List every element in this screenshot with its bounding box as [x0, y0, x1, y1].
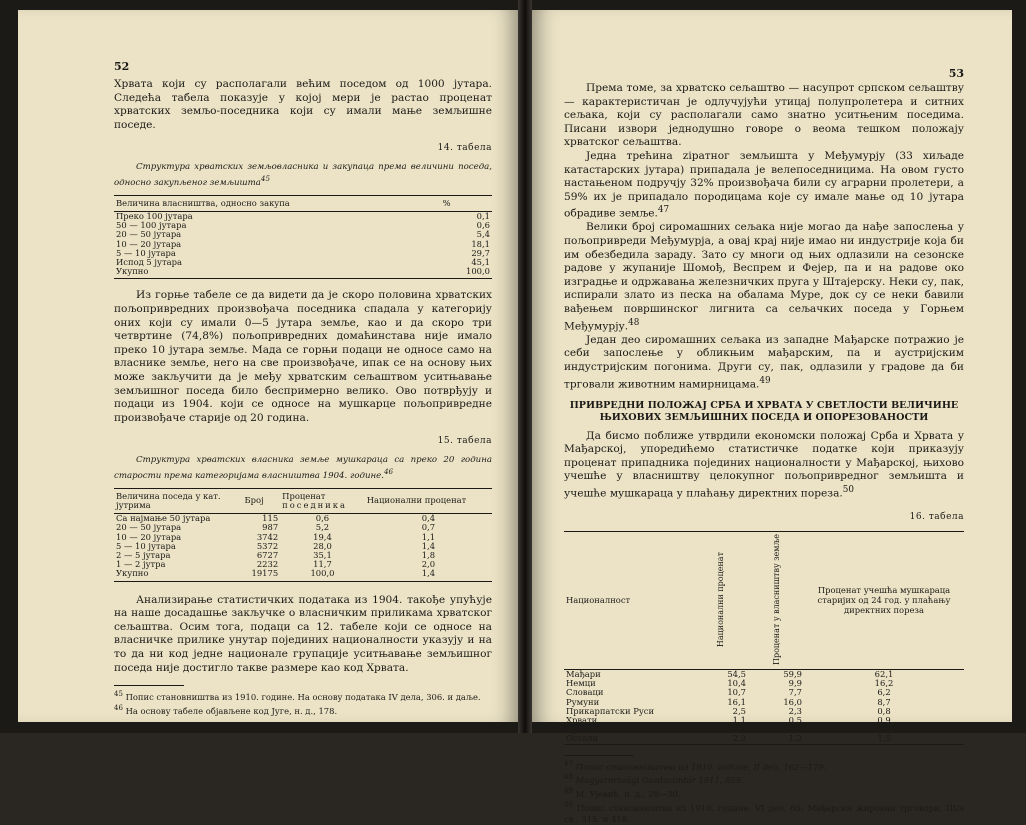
table-row: Испод 5 јутара 45,1: [116, 257, 490, 268]
table-header: Број: [243, 488, 281, 513]
table-row: Мађари 54,5 59,9 62,1: [566, 668, 894, 679]
footnote: $^{49}$ М. Ујевић, н. д., 28—30.: [564, 787, 681, 799]
page-number: 52: [114, 60, 130, 73]
table-row: Хрвати 1,1 0,5 0,9: [566, 715, 891, 725]
right-page: [532, 10, 1012, 824]
table-row: 5 — 10 јутара 5372 28,0 1,4: [116, 540, 436, 551]
table-row: 20 — 50 јутара 5,4: [116, 229, 490, 240]
paragraph: Хрвата који су располагали већим поседом од 1000 јутара. Следећа табела показује у којој мери је растао проценат хрватских земљо-поседника који су имали мање земљишне поседе.: [114, 78, 492, 131]
table-header: Проценат поседника: [280, 488, 365, 513]
table-row: 10 — 20 јутара 3742 19,4 1,1: [116, 531, 436, 542]
table-header: Величина поседа у кат. јутрима: [114, 488, 243, 513]
table-header: Национални проценат: [692, 531, 748, 669]
footnote: $^{45}$ Попис становништва из 1910. године. На основу података IV дела, 306. и даље.: [114, 690, 481, 703]
table-header: Проценат у власништву земље: [748, 531, 804, 669]
table-row: Немци 10,4 9,9 16,2: [566, 678, 894, 689]
table-row: Остали 2,2 1,2 1,5: [564, 734, 964, 744]
paragraph: Једна трећина ziратног земљишта у Међумурју (33 хиљаде катастарских јутара) припадала је велепоседницима. На овом густо настањеном подручју 32% произвођача били су аграрни пролетери, а 59% их је припадало породицама које су имале мање од 10 јутара обрадиве земље.$^{47}$: [564, 149, 964, 220]
table-number: 15. табела: [437, 436, 492, 447]
table-16: [564, 531, 964, 745]
table-header: Проценат учешћа мушкараца старијих од 24 год. у плаћању директних пореза: [804, 531, 964, 669]
table-row: Преко 100 јутара 0,1: [116, 211, 490, 222]
table-row: Словаци 10,7 7,7 6,2: [566, 687, 891, 698]
footnote-divider: [564, 755, 634, 756]
paragraph: Према томе, за хрватско сељаштво — насупрот српском сељаштву — карактеристичан је одлучујући утицај полупролетера и ситних сељака, који су располагали само знатно уситњеним поседима. Писани извори једнодушно говоре о веома тешком положају хрватског сељаштва.: [564, 82, 964, 149]
footnote: $^{48}$ Magyarországi Gazdacimtár 1911, 855.: [564, 773, 744, 786]
table-header: Величина власништва, односно закупа: [114, 195, 441, 211]
table-caption: Структура хрватских земљовласника и закупаца према величини поседа, односно закупљеног земљишта$^{45}$: [114, 161, 492, 188]
table-row: Прикарпатски Руси 2,5 2,3 0,8: [566, 705, 891, 716]
section-heading: ПРИВРЕДНИ ПОЛОЖАЈ СРБА И ХРВАТА У СВЕТЛОСТИ ВЕЛИЧИНЕ ЊИХОВИХ ЗЕМЉИШНИХ ПОСЕДА И ОПОРЕЗОВАНОСТИ: [569, 399, 959, 423]
paragraph: Да бисмо поближе утврдили економски положај Срба и Хрвата у Мађарској, упоредићемо статистичке податке који приказују проценат припадника појединих националности у Мађарској, њихово учешће у власништву целокупног пољопривредног земљишта и учешће мушкараца у плаћању директних пореза.$^{50}$: [564, 429, 964, 500]
table-row: 50 — 100 јутара 0,6: [116, 220, 490, 231]
table-row: Срби 2,5 2,5 3,5: [566, 724, 891, 735]
table-header: %: [441, 195, 492, 211]
footnote-ref: 46: [383, 466, 394, 476]
table-row: Румуни 16,1 16,0 8,7: [566, 696, 891, 707]
footnote: $^{50}$ Попис становништва из 1910. године, VI део, 60; Мађарски жировни трговори, III/а св., 315. и 418.: [564, 801, 964, 824]
paragraph: Један део сиромашних сељака из западне Мађарске потражио је себи запослење у обликњим мађарским, па и аустријским индустријским погонима. Други су, пак, одлазили у градове да би трговали животним намирницама.$^{49}$: [564, 333, 964, 391]
table-row: 5 — 10 јутара 29,7: [116, 247, 490, 258]
table-number: 16. табела: [909, 512, 964, 523]
paragraph: Анализирање статистичких података из 1904. такође упућује на наше досадашње закључке о власничким приликама хрватског сељаштва. Осим тога, подаци са 12. табеле који се односе на власничке прилике унутар појединих националности указују и на то да ни код једне национале групације уситњавање земљишног поседа није достигло такве размере као код Хрвата.: [114, 593, 492, 674]
book-gutter: [518, 0, 532, 733]
footnote-ref: 45: [260, 173, 271, 183]
table-row: 10 — 20 јутара 18,1: [116, 238, 490, 249]
paragraph: Из горње табеле се да видети да је скоро половина хрватских пољопривредних произвођача поседника спадала у категорију оних који су имали 0—5 јутара земље, као и да скоро три четвртине (74,8%) пољопривредних домаћинстава није имало преко 10 јутара земље. Мада се горњи подаци не односе само на власнике земље, него на све произвођаче, ипак се на основу њих може закључити да је међу хрватским сељаштвом уситњавање земљишног поседа било беспримерно велико. Ово потврђују и подаци из 1904. који се односе на мушкарце пољопривредне произвођаче старије од 20 година.: [114, 289, 492, 424]
left-column: [114, 78, 492, 717]
footnote-divider: [114, 685, 184, 686]
table-row: Укупно 100,0: [114, 267, 492, 279]
paragraph: Велики број сиромашних сељака није могао да нађе запослења у пољопривреди Међумурја, а овај крај није имао ни индустрије која би им обезбедила зараду. Зато су многи од њих одлазили на сезонске радове у жупаније Шомођ, Веспрем и Фејер, па и на радове око изградње и одржавања железничких пруга у Штајерску. Неки су, пак, испирали злато из песка на обалама Муре, док су се неки бавили вађењем површинског лигнита са сељачких поседа у Горњем Међумурју.$^{48}$: [564, 221, 964, 333]
table-14: [114, 195, 492, 280]
table-header: Национални проценат: [365, 488, 492, 513]
table-row: Са најмање 50 јутара 115 0,6 0,4: [116, 513, 436, 524]
table-row: 20 — 50 јутара 987 5,2 0,7: [116, 522, 436, 533]
table-number: 14. табела: [437, 143, 492, 154]
table-row: Укупно 19175 100,0 1,4: [114, 569, 492, 581]
table-row: 2 — 5 јутара 6727 35,1 1,8: [116, 550, 436, 561]
table-caption: Структура хрватских власника земље мушкараца са преко 20 година старости према категоријама власништва 1904. године.$^{46}$: [114, 454, 492, 481]
table-row: 1 — 2 јутра 2232 11,7 2,0: [116, 559, 436, 570]
footnote: $^{46}$ На основу табеле објављене код Југе, н. д., 178.: [114, 704, 338, 716]
table-15: [114, 488, 492, 582]
right-column: [564, 82, 964, 825]
page-number: 53: [948, 67, 964, 80]
footnote: $^{47}$ Попис становништва из 1910. године, II део, 162—179.: [564, 759, 827, 772]
table-header: Националност: [564, 531, 692, 669]
left-page: [18, 10, 518, 722]
